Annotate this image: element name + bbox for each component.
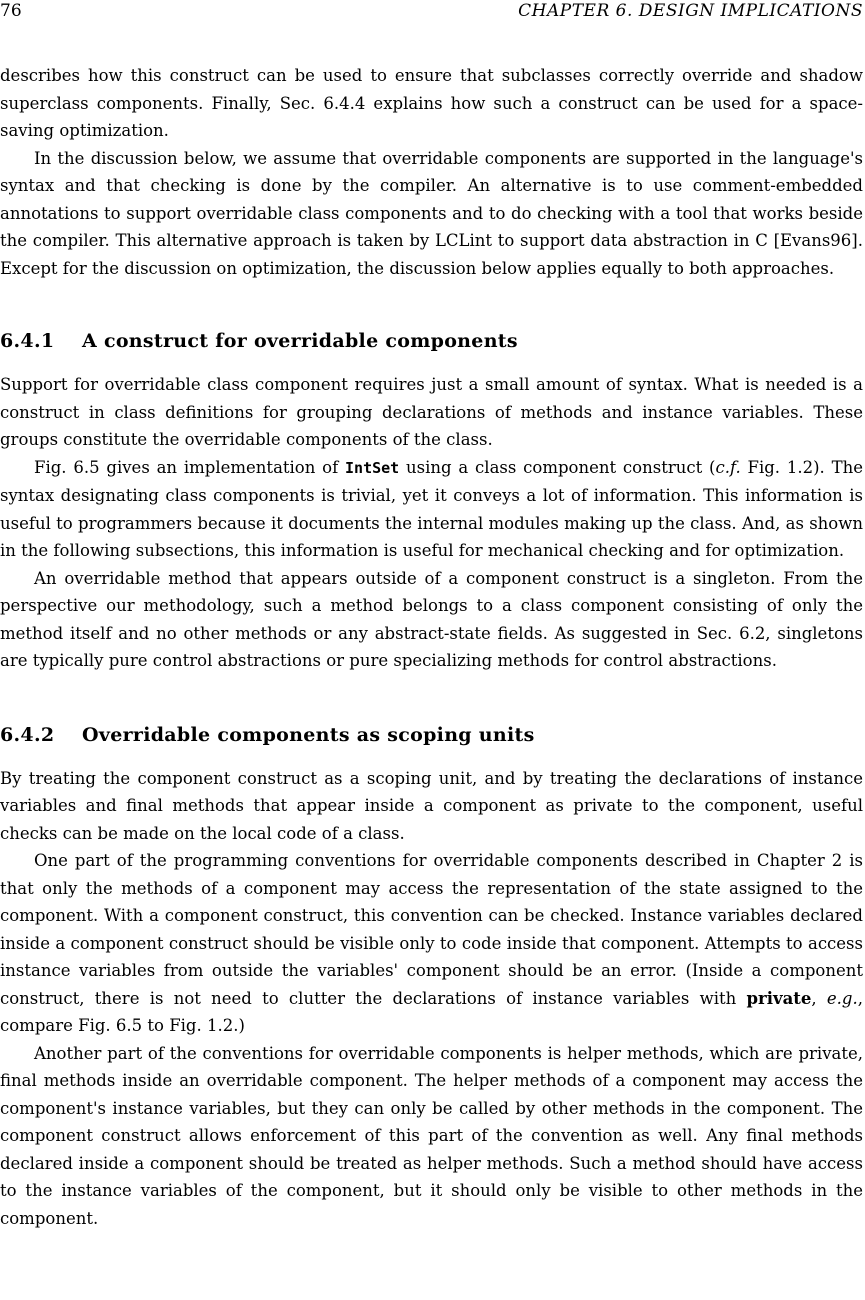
section-number: 6.4.1 [0, 330, 55, 352]
section-title: Overridable components as scoping units [82, 723, 535, 746]
page-number: 76 [0, 1, 22, 21]
paragraph-642-2 [0, 847, 863, 1040]
section-heading-6-4-2 [0, 721, 863, 749]
text-run: Fig. 1.2). The syntax designating class components is trivial, yet it conveys a lot of information. This information is useful to programmers because it documents the internal modules making up the class. And, as shown in the following subsections, this information is useful for mechanical checking and for optimization. [0, 457, 863, 560]
code-intset: IntSet [345, 458, 400, 477]
text-run: , compare Fig. 6.5 to Fig. 1.2.) [0, 988, 863, 1035]
text-run: One part of the programming conventions for overridable components described in Chapter 2 is that only the methods of a component may access the representation of the state assigned to the component. With a component construct, this convention can be checked. Instance variables declared inside a component construct should be visible only to code inside that component. Attempts to access instance variables from outside the variables' component should be an error. (Inside a component construct, there is not need to clutter the declarations of instance variables with [0, 851, 863, 1008]
italic-cf: c.f. [715, 457, 741, 477]
italic-eg: e.g. [826, 988, 858, 1008]
paragraph-assumptions: In the discussion below, we assume that overridable components are supported in the language's syntax and that checking is done by the compiler. An alternative is to use comment-embedded annotations to support overridable class components and to do checking with a tool that works beside the compiler. This alternative approach is taken by LCLint to support data abstraction in C [Evans96]. Except for the discussion on optimization, the discussion below applies equally to both approaches. [0, 148, 863, 278]
paragraph-642-3: Another part of the conventions for overridable components is helper methods, which are private, final methods inside an overridable component. The helper methods of a component may access the component's instance variables, but they can only be called by other methods in the component. The component construct allows enforcement of this part of the convention as well. Any final methods declared inside a component should be treated as helper methods. Such a method should have access to the instance variables of the component, but it should only be visible to other methods in the component. [0, 1043, 863, 1228]
bold-private: private [746, 988, 812, 1008]
body-text [0, 62, 863, 1232]
text-run: using a class component construct ( [399, 457, 716, 477]
paragraph-641-2 [0, 454, 863, 565]
paragraph-641-1: Support for overridable class component requires just a small amount of syntax. What is needed is a construct in class definitions for grouping declarations of methods and instance variables. These groups constitute the overridable components of the class. [0, 375, 863, 449]
running-header [0, 0, 865, 24]
paragraph-642-1: By treating the component construct as a scoping unit, and by treating the declarations of instance variables and final methods that appear inside a component as private to the component, useful checks can be made on the local code of a class. [0, 768, 863, 843]
text-run: Fig. 6.5 gives an implementation of [34, 457, 346, 477]
chapter-title: CHAPTER 6. DESIGN IMPLICATIONS [518, 1, 863, 21]
section-heading-6-4-1 [0, 327, 863, 355]
section-title: A construct for overridable components [82, 330, 518, 352]
paragraph-641-3: An overridable method that appears outside of a component construct is a singleton. From the perspective our methodology, such a method belongs to a class component consisting of only the method itself and no other methods or any abstract-state fields. As suggested in Sec. 6.2, singletons are typically pure control abstractions or pure specializing methods for control abstractions. [0, 568, 863, 670]
text-run: , [811, 988, 827, 1008]
paragraph-intro: describes how this construct can be used to ensure that subclasses correctly override and shadow superclass components. Finally, Sec. 6.4.4 explains how such a construct can be used for a space-saving optimization. [0, 66, 863, 140]
section-number: 6.4.2 [0, 723, 55, 746]
